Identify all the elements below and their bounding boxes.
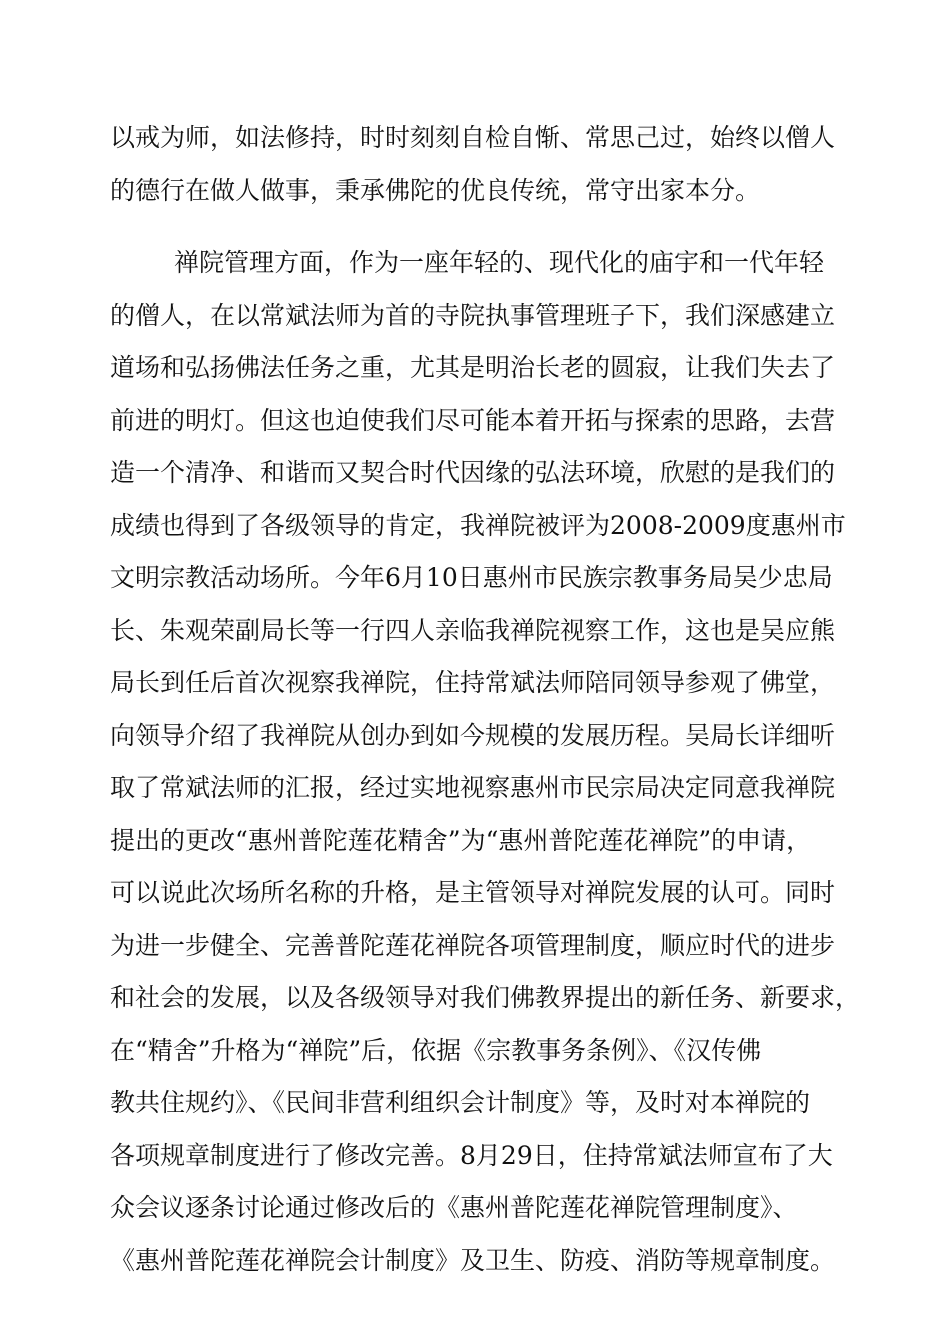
text-line: 局长到任后首次视察我禅院，住持常斌法师陪同领导参观了佛堂， bbox=[110, 668, 836, 697]
text-line: 文明宗教活动场所。今年6月10日惠州市民族宗教事务局吴少忠局 bbox=[110, 563, 833, 592]
paragraph-spacing bbox=[110, 217, 870, 237]
text-line: 造一个清净、和谐而又契合时代因缘的弘法环境，欣慰的是我们的 bbox=[110, 458, 836, 487]
text-line: 可以说此次场所名称的升格，是主管领导对禅院发展的认可。同时 bbox=[110, 878, 836, 907]
text-line: 在“精舍”升格为“禅院”后，依据《宗教事务条例》、《汉传佛 bbox=[110, 1035, 762, 1065]
text-line: 为进一步健全、完善普陀莲花禅院各项管理制度，顺应时代的进步 bbox=[110, 930, 836, 960]
paragraph-2 bbox=[110, 237, 870, 1287]
text-line: 前进的明灯。但这也迫使我们尽可能本着开拓与探索的思路，去营 bbox=[110, 405, 836, 435]
text-line: 长、朱观荣副局长等一行四人亲临我禅院视察工作，这也是吴应熊 bbox=[110, 615, 836, 645]
text-line: 道场和弘扬佛法任务之重，尤其是明治长老的圆寂，让我们失去了 bbox=[110, 353, 836, 382]
text-line: 《惠州普陀莲花禅院会计制度》及卫生、防疫、消防等规章制度。 bbox=[110, 1245, 836, 1275]
paragraph-1 bbox=[110, 112, 870, 217]
text-line: 的僧人，在以常斌法师为首的寺院执事管理班子下，我们深感建立 bbox=[110, 300, 836, 330]
text-line: 提出的更改“惠州普陀莲花精舍”为“惠州普陀莲花禅院”的申请， bbox=[110, 825, 812, 855]
text-line: 教共住规约》、《民间非营利组织会计制度》等，及时对本禅院的 bbox=[110, 1088, 811, 1117]
text-line: 向领导介绍了我禅院从创办到如今规模的发展历程。吴局长详细听 bbox=[110, 720, 836, 750]
text-line: 众会议逐条讨论通过修改后的《惠州普陀莲花禅院管理制度》、 bbox=[110, 1193, 798, 1222]
body-text bbox=[110, 112, 870, 1287]
text-line: 成绩也得到了各级领导的肯定，我禅院被评为2008-2009度惠州市 bbox=[110, 510, 846, 540]
text-line: 和社会的发展，以及各级领导对我们佛教界提出的新任务、新要求， bbox=[110, 983, 861, 1012]
text-line-first: 禅院管理方面，作为一座年轻的、现代化的庙宇和一代年轻 bbox=[174, 248, 825, 277]
text-line: 的德行在做人做事，秉承佛陀的优良传统，常守出家本分。 bbox=[110, 175, 761, 205]
text-line: 以戒为师，如法修持，时时刻刻自检自惭、常思己过，始终以僧人 bbox=[110, 123, 836, 152]
text-line: 取了常斌法师的汇报，经过实地视察惠州市民宗局决定同意我禅院 bbox=[110, 773, 836, 802]
text-line: 各项规章制度进行了修改完善。8月29日，住持常斌法师宣布了大 bbox=[110, 1140, 833, 1170]
